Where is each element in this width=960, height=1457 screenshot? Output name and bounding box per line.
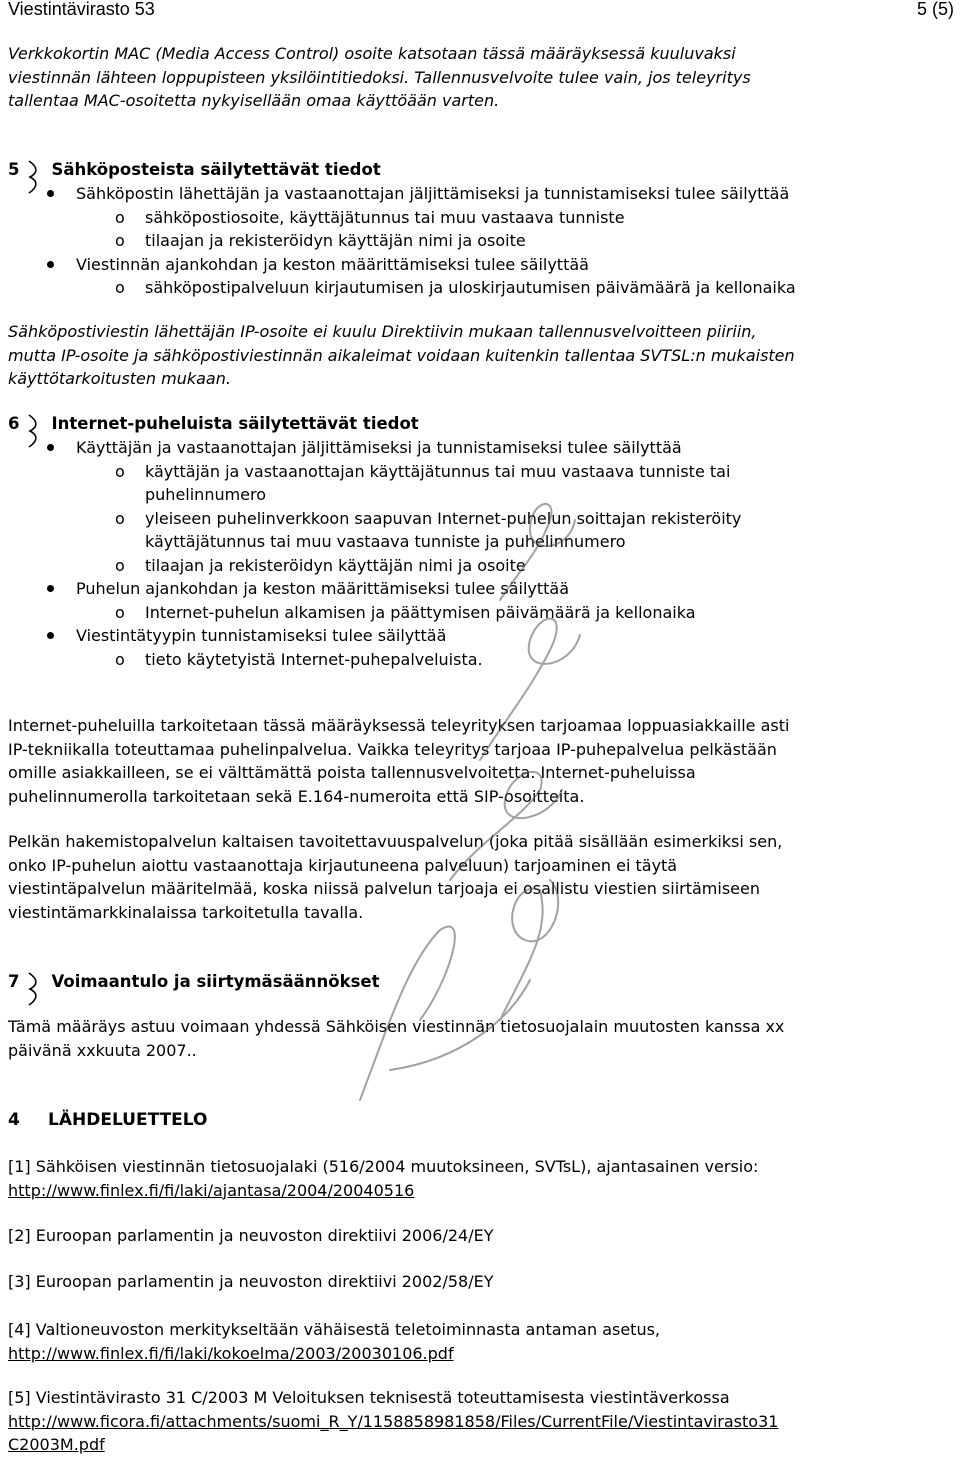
section-title: Voimaantulo ja siirtymäsäännökset [51, 972, 380, 991]
section-heading [8, 158, 954, 182]
sub-list-item [8, 554, 954, 578]
section-title: Internet-puheluista säilytettävät tiedot [51, 414, 419, 433]
text-line: Tämä määräys astuu voimaan yhdessä Sähköisen viestinnän tietosuojalain muutosten kanssa xx [8, 1017, 785, 1036]
reference-link[interactable]: http://www.finlex.fi/fi/laki/ajantasa/2004/20040516 [8, 1180, 415, 1200]
page-header [8, 0, 954, 24]
reference-3 [8, 1270, 954, 1294]
section-number: 4 [8, 1110, 20, 1130]
text-line: tallentaa MAC-osoitetta nykyisellään omaa käyttöään varten. [8, 91, 500, 110]
references-section [8, 1108, 954, 1132]
header-page-number: 5 (5) [916, 0, 954, 19]
sub-item-text: tilaajan ja rekisteröidyn käyttäjän nimi ja osoite [145, 231, 526, 250]
text-line: viestinnän lähteen loppupisteen yksilöintitiedoksi. Tallennusvelvoite tulee vain, jos teleyritys [8, 67, 751, 87]
sub-item-continuation: puhelinnumero [145, 485, 267, 504]
section-number: 6 [8, 414, 20, 433]
list-item-text: Sähköpostin lähettäjän ja vastaanottajan jäljittämiseksi ja tunnistamiseksi tulee säilyttää [76, 184, 790, 203]
sub-list-item [8, 507, 954, 531]
list-item-text: Viestinnän ajankohdan ja keston määrittämiseksi tulee säilyttää [76, 254, 589, 274]
intro-paragraph [8, 42, 954, 113]
reference-1 [8, 1155, 954, 1202]
circle-bullet-icon: o [115, 555, 125, 575]
section-5-note [8, 320, 954, 391]
sub-list-item [8, 229, 954, 253]
section-number: 7 [8, 972, 20, 991]
references-heading [8, 1108, 954, 1132]
sub-list-item [8, 276, 954, 300]
circle-bullet-icon: o [115, 231, 125, 250]
text-line: Internet-puheluilla tarkoitetaan tässä määräyksessä teleyrityksen tarjoamaa loppuasiakkaille asti [8, 716, 790, 735]
bullet-icon [47, 261, 54, 268]
section-heading [8, 412, 954, 436]
bullet-icon [47, 585, 54, 592]
section-6 [8, 412, 954, 671]
list-item-text: Puhelun ajankohdan ja keston määrittämiseksi tulee säilyttää [76, 579, 570, 598]
reference-5 [8, 1386, 954, 1457]
circle-bullet-icon: o [115, 207, 125, 227]
sub-item-continuation: käyttäjätunnus tai muu vastaava tunniste ja puhelinnumero [145, 532, 626, 551]
reference-link-continuation[interactable]: C2003M.pdf [8, 1435, 105, 1454]
section-title: LÄHDELUETTELO [48, 1110, 208, 1130]
section-title: Sähköposteista säilytettävät tiedot [51, 160, 381, 179]
text-line: Verkkokortin MAC (Media Access Control) osoite katsotaan tässä määräyksessä kuuluvaksi [8, 44, 736, 63]
reference-text: [2] Euroopan parlamentin ja neuvoston direktiivi 2006/24/EY [8, 1226, 494, 1245]
text-line: mutta IP-osoite ja sähköpostiviestinnän aikaleimat voidaan kuitenkin tallentaa SVTSL:n mukaisten [8, 345, 795, 365]
bullet-icon [47, 190, 54, 197]
text-line: käyttötarkoitusten mukaan. [8, 369, 231, 388]
text-line: IP-tekniikalla toteuttamaa puhelinpalvelua. Vaikka teleyritys tarjoaa IP-puhepalvelua pelkästään [8, 739, 777, 759]
sub-item-text: Internet-puhelun alkamisen ja päättymisen päivämäärä ja kellonaika [145, 602, 696, 622]
list-item-text: Käyttäjän ja vastaanottajan jäljittämiseksi ja tunnistamiseksi tulee säilyttää [76, 438, 682, 457]
section-5 [8, 158, 954, 300]
bullet-icon [47, 444, 54, 451]
sub-item-text: yleiseen puhelinverkkoon saapuvan Internet-puhelun soittajan rekisteröity [145, 508, 742, 528]
reference-text: [1] Sähköisen viestinnän tietosuojalaki (516/2004 muutoksineen, SVTsL), ajantasainen versio: [8, 1157, 759, 1176]
reference-text: [3] Euroopan parlamentin ja neuvoston direktiivi 2002/58/EY [8, 1272, 494, 1291]
circle-bullet-icon: o [115, 278, 125, 297]
list-item-text: Viestintätyypin tunnistamiseksi tulee säilyttää [76, 626, 447, 645]
text-line: puhelinnumerolla tarkoitetaan sekä E.164-numeroita että SIP-osoitteita. [8, 786, 585, 806]
text-line: viestintäpalvelun määritelmää, koska niissä palvelun tarjoaja ei osallistu viestien siirtämiseen [8, 879, 760, 898]
bullet-icon [47, 632, 54, 639]
section-heading [8, 970, 954, 994]
list-item [8, 624, 954, 648]
reference-link[interactable]: http://www.ficora.fi/attachments/suomi_R_Y/1158858981858/Files/CurrentFile/Viestintavirasto31 [8, 1411, 779, 1431]
sub-list-item [8, 206, 954, 230]
sub-item-text: käyttäjän ja vastaanottajan käyttäjätunnus tai muu vastaava tunniste tai [145, 461, 731, 481]
section-6-paragraph-2 [8, 830, 954, 924]
sub-list-item [8, 601, 954, 625]
sub-item-text: sähköpostiosoite, käyttäjätunnus tai muu vastaava tunniste [145, 207, 625, 227]
reference-text: [4] Valtioneuvoston merkitykseltään vähäisestä teletoiminnasta antaman asetus, [8, 1320, 661, 1339]
circle-bullet-icon: o [115, 602, 125, 622]
reference-link[interactable]: http://www.finlex.fi/fi/laki/kokoelma/2003/20030106.pdf [8, 1343, 454, 1363]
text-line: Pelkän hakemistopalvelun kaltaisen tavoitettavuuspalvelun (joka pitää sisällään esimerkiksi sen, [8, 832, 783, 851]
reference-4 [8, 1318, 954, 1365]
section-7-paragraph [8, 1015, 954, 1062]
text-line: päivänä xxkuuta 2007.. [8, 1040, 197, 1060]
list-item [8, 436, 954, 460]
circle-bullet-icon: o [115, 461, 125, 481]
section-7 [8, 970, 954, 994]
sub-list-item [8, 648, 954, 672]
circle-bullet-icon: o [115, 649, 125, 669]
text-line: Sähköpostiviestin lähettäjän IP-osoite ei kuulu Direktiivin mukaan tallennusvelvoitteen piiriin, [8, 322, 757, 341]
section-number: 5 [8, 160, 20, 179]
list-item [8, 577, 954, 601]
sub-item-text: tieto käytetyistä Internet-puhepalveluista. [145, 649, 483, 669]
header-publisher: Viestintävirasto 53 [8, 0, 155, 19]
text-line: omille asiakkailleen, se ei välttämättä poista tallennusvelvoitetta. Internet-puheluissa [8, 763, 696, 782]
section-6-paragraph-1 [8, 714, 954, 808]
list-item [8, 182, 954, 206]
sub-list-item [8, 460, 954, 484]
reference-text: [5] Viestintävirasto 31 C/2003 M Veloituksen teknisestä toteuttamisesta viestintäverkossa [8, 1388, 730, 1407]
circle-bullet-icon: o [115, 508, 125, 528]
list-item [8, 253, 954, 277]
sub-item-text: tilaajan ja rekisteröidyn käyttäjän nimi ja osoite [145, 555, 526, 575]
sub-item-text: sähköpostipalveluun kirjautumisen ja uloskirjautumisen päivämäärä ja kellonaika [145, 278, 796, 297]
reference-2 [8, 1224, 954, 1248]
text-line: viestintämarkkinalaissa tarkoitetulla tavalla. [8, 902, 364, 922]
text-line: onko IP-puhelun aiottu vastaanottaja kirjautuneena palveluun) tarjoaminen ei täytä [8, 855, 678, 875]
